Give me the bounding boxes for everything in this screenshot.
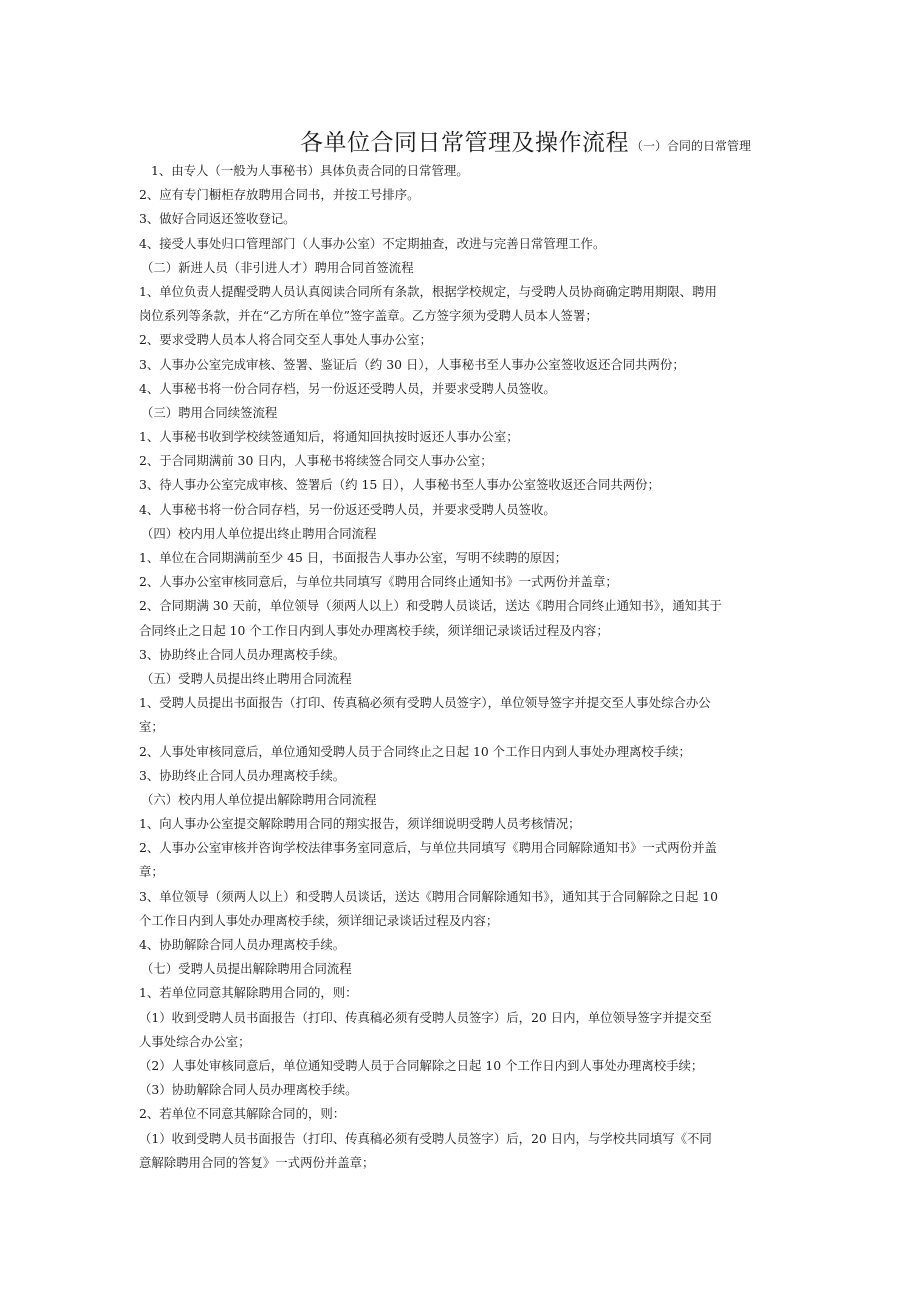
section-heading: （七）受聘人员提出解除聘用合同流程 [141,961,352,977]
text-line: 4、人事秘书将一份合同存档，另一份返还受聘人员，并要求受聘人员签收。 [139,501,556,517]
document-title: 各单位合同日常管理及操作流程 [300,130,629,156]
text-line: 3、人事办公室完成审核、签署、鉴证后（约 30 日），人事秘书至人事办公室签收返还合同共两份； [139,356,685,372]
text-line: 岗位系列等条款，并在“乙方所在单位”签字盖章。乙方签字须为受聘人员本人签署； [139,308,598,324]
text-line: 1、人事秘书收到学校续签通知后，将通知回执按时返还人事办公室； [139,429,519,445]
text-line: 1、若单位同意其解除聘用合同的，则： [139,985,358,1001]
document-title-row [300,124,820,154]
text-line: 2、合同期满 30 天前，单位领导（须两人以上）和受聘人员谈话，送达《聘用合同终止通知书》，通知其于 [139,598,722,614]
text-line: 个工作日内到人事处办理离校手续，须详细记录谈话过程及内容； [139,912,499,928]
text-line: 3、协助终止合同人员办理离校手续。 [139,767,346,783]
text-line: 3、单位领导（须两人以上）和受聘人员谈话，送达《聘用合同解除通知书》，通知其于合同解除之日起 10 [139,888,718,904]
text-line: 4、接受人事处归口管理部门（人事办公室）不定期抽查，改进与完善日常管理工作。 [139,235,606,251]
section-heading: （六）校内用人单位提出解除聘用合同流程 [141,791,377,807]
text-line: 2、人事办公室审核同意后，与单位共同填写《聘用合同终止通知书》一式两份并盖章； [139,574,618,590]
text-line: 意解除聘用合同的答复》一式两份并盖章； [139,1154,375,1170]
section-heading: （三）聘用合同续签流程 [141,404,278,420]
text-line: 1、单位在合同期满前至少 45 日，书面报告人事办公室，写明不续聘的原因； [139,550,568,565]
section-heading: （二）新进人员（非引进人才）聘用合同首签流程 [141,259,414,275]
text-line: 1、单位负责人提醒受聘人员认真阅读合同所有条款，根据学校规定，与受聘人员协商确定聘用期限、聘用 [139,283,717,299]
section-heading: （五）受聘人员提出终止聘用合同流程 [141,670,352,686]
text-line: 3、做好合同返还签收登记。 [139,211,296,227]
text-line: （1）收到受聘人员书面报告（打印、传真稿必须有受聘人员签字）后，20 日内，与学校共同填写《不同 [139,1130,712,1146]
text-line: （2）人事处审核同意后，单位通知受聘人员于合同解除之日起 10 个工作日内到人事处办理离校手续； [139,1057,704,1073]
text-line: （1）收到受聘人员书面报告（打印、传真稿必须有受聘人员签字）后，20 日内，单位领导签字并提交至 [139,1009,712,1025]
text-line: 3、待人事办公室完成审核、签署后（约 15 日），人事秘书至人事办公室签收返还合同共两份； [139,477,660,493]
section-heading: （四）校内用人单位提出终止聘用合同流程 [141,525,377,541]
document-body [139,159,782,1175]
text-line: 4、协助解除合同人员办理离校手续。 [139,937,346,952]
text-line: 人事处综合办公室； [139,1033,251,1049]
text-line: 合同终止之日起 10 个工作日内到人事处办理离校手续，须详细记录谈话过程及内容； [139,622,609,638]
text-line: 室； [139,719,164,735]
text-line: 3、协助终止合同人员办理离校手续。 [139,646,346,662]
text-line: 2、人事处审核同意后，单位通知受聘人员于合同终止之日起 10 个工作日内到人事处办理离校手续； [139,743,691,759]
text-line: 2、要求受聘人员本人将合同交至人事处人事办公室； [139,332,432,348]
text-line: 1、受聘人员提出书面报告（打印、传真稿必须有受聘人员签字），单位领导签字并提交至人事处综合办公 [139,695,711,711]
text-line: （3）协助解除合同人员办理离校手续。 [139,1082,358,1098]
text-line: 2、若单位不同意其解除合同的，则： [139,1106,346,1122]
text-line: 章； [139,864,164,880]
text-line: 4、人事秘书将一份合同存档，另一份返还受聘人员，并要求受聘人员签收。 [139,380,556,396]
text-line: 1、向人事办公室提交解除聘用合同的翔实报告，须详细说明受聘人员考核情况； [139,816,581,832]
text-line: 2、于合同期满前 30 日内，人事秘书将续签合同交人事办公室； [139,453,493,469]
text-line: 2、应有专门橱柜存放聘用合同书，并按工号排序。 [139,187,420,203]
text-line: 1、由专人（一般为人事秘书）具体负责合同的日常管理。 [151,163,469,178]
text-line: 2、人事办公室审核并咨询学校法律事务室同意后，与单位共同填写《聘用合同解除通知书》一式两份并盖 [139,840,717,856]
document-title-suffix: （一）合同的日常管理 [631,139,752,153]
